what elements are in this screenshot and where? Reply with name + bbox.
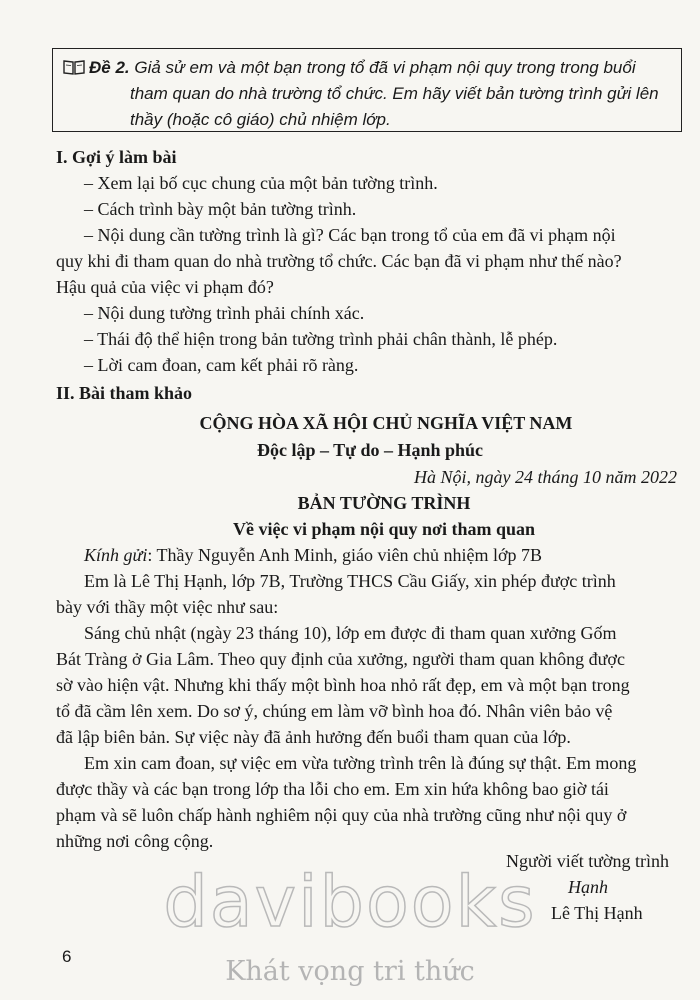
section-1-heading: I. Gợi ý làm bài xyxy=(56,147,177,167)
paragraph-line: Bát Tràng ở Gia Lâm. Theo quy định của xưởng, người tham quan không được xyxy=(56,649,625,669)
signer-title: Người viết tường trình xyxy=(506,851,670,871)
paragraph-line: Em xin cam đoan, sự việc em vừa tường trình trên là đúng sự thật. Em mong xyxy=(84,753,637,773)
place-date: Hà Nội, ngày 24 tháng 10 năm 2022 xyxy=(414,467,677,487)
country-name: CỘNG HÒA XÃ HỘI CHỦ NGHĨA VIỆT NAM xyxy=(199,413,573,433)
exercise-line-2: tham quan do nhà trường tổ chức. Em hãy viết bản tường trình gửi lên xyxy=(130,84,659,103)
paragraph-line: sờ vào hiện vật. Nhưng khi thấy một bình hoa nhỏ rất đẹp, em và một bạn trong xyxy=(56,675,630,695)
section-2-heading: II. Bài tham khảo xyxy=(56,383,193,403)
hint-item: – Nội dung cần tường trình là gì? Các bạn trong tổ của em đã vi phạm nội xyxy=(84,225,616,245)
exercise-line-1 xyxy=(63,55,671,81)
exercise-line-3: thầy (hoặc cô giáo) chủ nhiệm lớp. xyxy=(130,110,391,129)
paragraph-line: tổ đã cầm lên xem. Do sơ ý, chúng em làm vỡ bình hoa đó. Nhân viên bảo vệ xyxy=(56,701,613,721)
document-subject: Về việc vi phạm nội quy nơi tham quan xyxy=(232,519,536,539)
paragraph-line: đã lập biên bản. Sự việc này đã ảnh hưởng đến buổi tham quan của lớp. xyxy=(56,727,571,747)
paragraph-line: bày với thầy một việc như sau: xyxy=(56,597,279,617)
paragraph-line: phạm và sẽ luôn chấp hành nghiêm nội quy của nhà trường cũng như nội quy ở xyxy=(56,805,627,825)
book-icon xyxy=(63,59,85,75)
hint-item: – Nội dung tường trình phải chính xác. xyxy=(84,303,365,323)
motto: Độc lập – Tự do – Hạnh phúc xyxy=(256,440,484,460)
hint-item: – Thái độ thể hiện trong bản tường trình phải chân thành, lễ phép. xyxy=(84,329,558,349)
watermark-tagline: Khát vọng tri thức xyxy=(225,956,475,987)
signer-name: Lê Thị Hạnh xyxy=(551,903,643,923)
recipient-label: Kính gửi xyxy=(84,545,148,565)
page-number: 6 xyxy=(62,947,72,966)
document-title: BẢN TƯỜNG TRÌNH xyxy=(297,493,471,513)
paragraph-line: Em là Lê Thị Hạnh, lớp 7B, Trường THCS Cầu Giấy, xin phép được trình xyxy=(84,571,616,591)
hint-item: Hậu quả của việc vi phạm đó? xyxy=(56,277,274,297)
hint-item: – Xem lại bố cục chung của một bản tường trình. xyxy=(84,173,438,193)
paragraph-line: Sáng chủ nhật (ngày 23 tháng 10), lớp em được đi tham quan xưởng Gốm xyxy=(84,623,617,643)
hint-item: quy khi đi tham quan do nhà trường tổ chức. Các bạn đã vi phạm như thế nào? xyxy=(56,251,622,271)
signature: Hạnh xyxy=(568,877,608,897)
paragraph-line: được thầy và các bạn trong lớp tha lỗi cho em. Em xin hứa không bao giờ tái xyxy=(56,779,609,799)
exercise-label: Đề 2. xyxy=(89,58,130,77)
hint-item: – Cách trình bày một bản tường trình. xyxy=(84,199,357,219)
recipient-line xyxy=(84,542,542,568)
watermark-brand: davibooks xyxy=(163,861,537,943)
hint-item: – Lời cam đoan, cam kết phải rõ ràng. xyxy=(84,355,359,375)
recipient: : Thầy Nguyễn Anh Minh, giáo viên chủ nhiệm lớp 7B xyxy=(147,545,542,565)
exercise-text-1: Giả sử em và một bạn trong tổ đã vi phạm nội quy trong trong buổi xyxy=(134,58,636,77)
exercise-box xyxy=(52,48,682,132)
paragraph-line: những nơi công cộng. xyxy=(56,831,214,851)
